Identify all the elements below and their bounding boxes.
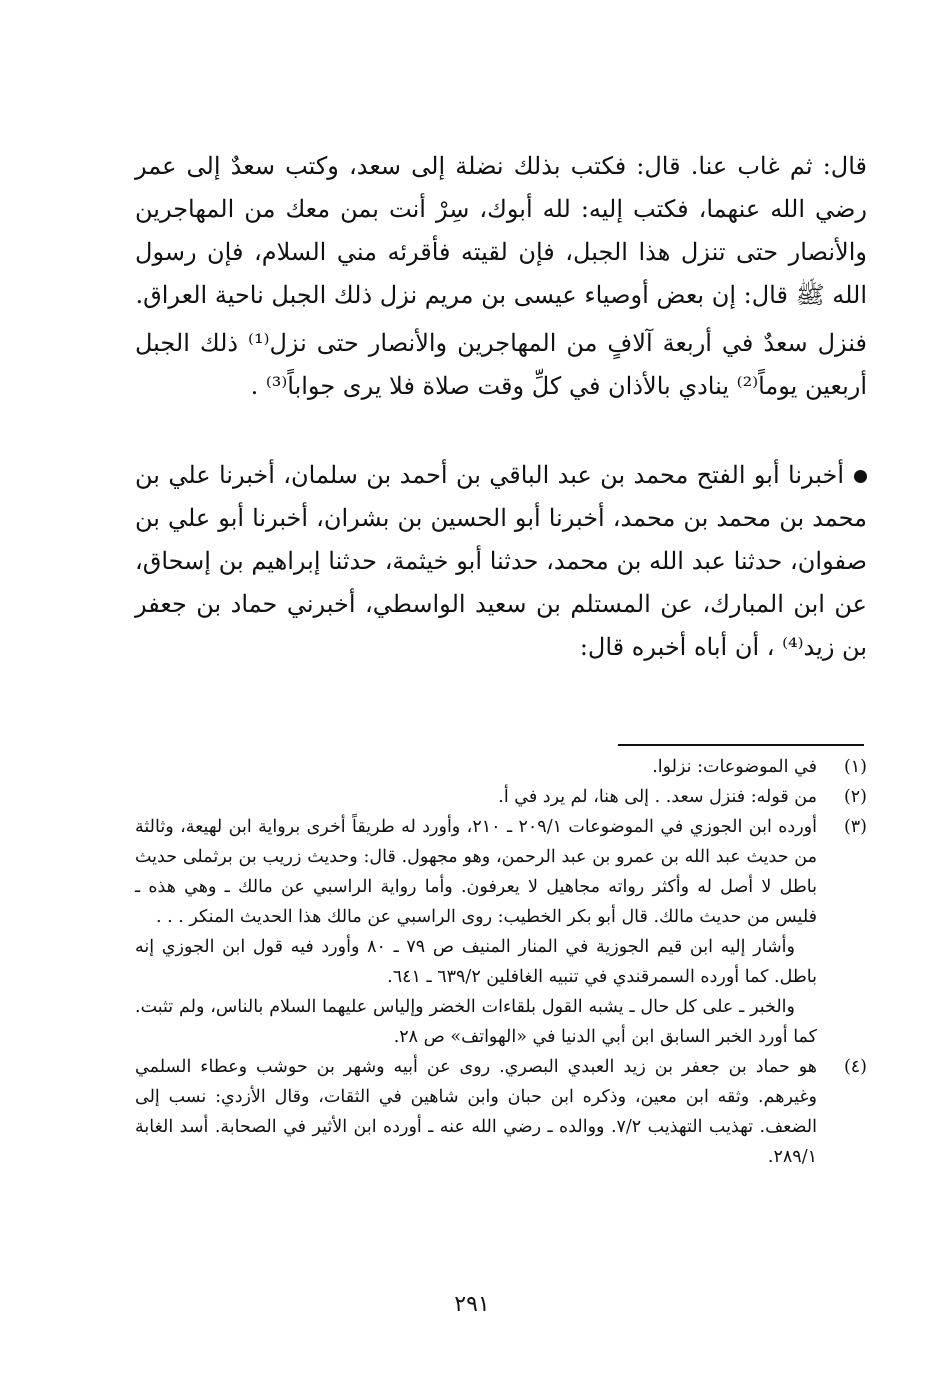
footnote-text: هو حماد بن جعفر بن زيد العبدي البصري. روى عن أبيه وشهر بن حوشب وعطاء السلمي وغيرهم. وثقه ابن معين، وذكره ابن حبان وابن شاهين في الثقات، وقال الأزدي: نسب إلى الضعف. تهذيب التهذيب ٧/٢. ووالده ـ رضي الله عنه ـ أورده ابن الأثير في الصحابة. أسد الغابة ٢٨٩/١. — [135, 1057, 817, 1167]
isnad-text: أخبرنا أبو الفتح محمد بن عبد الباقي بن أحمد بن سلمان، أخبرنا علي بن محمد بن محمد بن محمد، أخبرنا أبو الحسين بن بشران، أخبرنا أبو علي بن صفوان، حدثنا عبد الله بن محمد، حدثنا أبو خيثمة، حدثنا إبراهيم بن إسحاق، عن ابن المبارك، عن المستلم بن سعيد الواسطي، أخبرني حماد بن جعفر بن زيد⁽⁴⁾ ، أن أباه أخبره قال: — [135, 461, 867, 661]
footnote-text: من قوله: فنزل سعد. . إلى هنا، لم يرد في أ. — [498, 787, 817, 807]
footnote-number: (١) — [843, 757, 867, 777]
footnote-1 — [135, 752, 867, 782]
footnotes — [135, 752, 867, 1172]
footnote-separator — [618, 744, 864, 746]
footnote-number: (٤) — [843, 1057, 867, 1077]
paragraph-isnad — [135, 454, 867, 669]
page-number: ٢٩١ — [454, 1292, 490, 1317]
paragraph-narrative: قال: ثم غاب عنا. قال: فكتب بذلك نضلة إلى سعد، وكتب سعدٌ إلى عمر رضي الله عنهما، فكتب إليه: لله أبوك، سِرْ أنت بمن معك من المهاجرين والأنصار حتى تنزل هذا الجبل، فإن لقيته فأقرئه مني السلام، فإن رسول الله ﷺ قال: إن بعض أوصياء عيسى بن مريم نزل ذلك الجبل ناحية العراق. — [135, 152, 867, 309]
footnote-text: والخبر ـ على كل حال ـ يشبه القول بلقاءات الخضر وإلياس عليهما السلام بالناس، ولم تثبت. كما أورد الخبر السابق ابن أبي الدنيا في «الهواتف» ص ٢٨. — [135, 997, 817, 1047]
footnote-number: (٣) — [843, 817, 867, 837]
footnote-4 — [135, 1052, 867, 1172]
footnote-text: في الموضوعات: نزلوا. — [652, 757, 817, 777]
footnote-text: وأشار إليه ابن قيم الجوزية في المنار المنيف ص ٧٩ ـ ٨٠ وأورد فيه قول ابن الجوزي إنه باطل. كما أورده السمرقندي في تنبيه الغافلين ٦٣٩/٢ ـ ٦٤١. — [135, 937, 817, 987]
main-text-block-2 — [135, 322, 867, 408]
main-text-block-1 — [135, 145, 867, 317]
footnote-text: أورده ابن الجوزي في الموضوعات ٢٠٩/١ ـ ٢١٠، وأورد له طريقاً أخرى برواية ابن لهيعة، وثالثة من حديث عبد الله بن عمرو بن عبد الرحمن، وهو مجهول. قال: وحديث زريب بن برثملى حديث باطل لا أصل له وأكثر رواته مجاهيل لا يعرفون. وأما رواية الراسبي عن مالك ـ وهي هذه ـ فليس من حديث مالك. قال أبو بكر الخطيب: روى الراسبي عن مالك هذا الحديث المنكر . . . — [135, 817, 817, 927]
paragraph-saad-mountain: فنزل سعدٌ في أربعة آلافٍ من المهاجرين والأنصار حتى نزل⁽¹⁾ ذلك الجبل أربعين يوماً⁽²⁾ ينادي بالأذان في كلِّ وقت صلاة فلا يرى جواباً⁽³⁾ . — [135, 329, 867, 400]
footnote-number: (٢) — [843, 787, 867, 807]
footnote-2 — [135, 782, 867, 812]
bullet-icon — [854, 470, 867, 483]
main-text-block-3 — [135, 454, 867, 669]
footnote-3 — [135, 812, 867, 1052]
